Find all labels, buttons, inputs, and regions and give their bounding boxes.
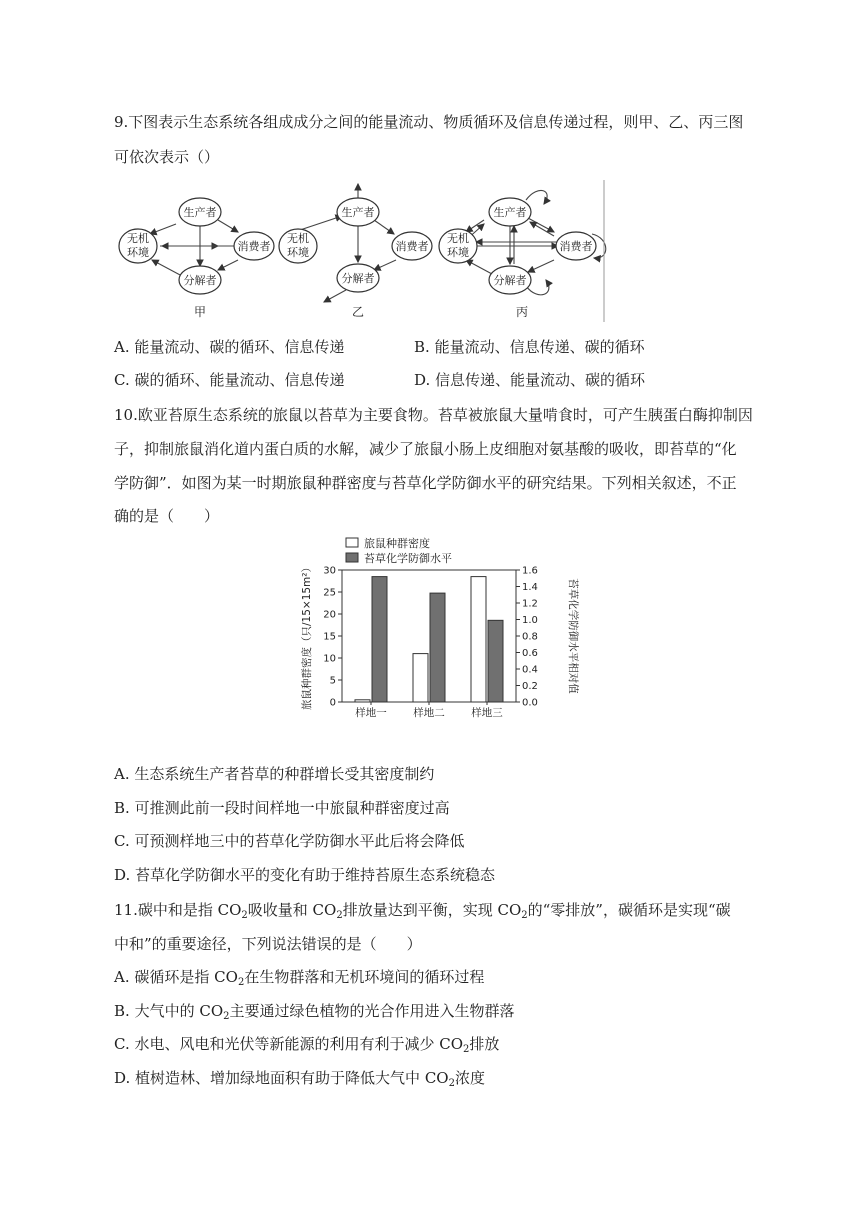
y-right-tick-label: 0.6 — [522, 648, 538, 659]
bing-inorganic-1: 无机 — [447, 232, 469, 245]
q11-option-a: A. 碳循环是指 $CO_2$在生物群落和无机环境间的循环过程 — [114, 968, 485, 988]
q10-stem-line2: 子，抑制旅鼠消化道内蛋白质的水解，减少了旅鼠小肠上皮细胞对氨基酸的吸收，即苔草的“化 — [114, 440, 737, 458]
q10-option-c: C. 可预测样地三中的苔草化学防御水平此后将会降低 — [114, 832, 465, 850]
legend-label-defense: 苔草化学防御水平 — [364, 552, 452, 565]
bing-consumer: 消费者 — [559, 240, 593, 253]
q9-option-c: C. 碳的循环、能量流动、信息传递 — [114, 371, 345, 389]
legend-swatch-defense — [346, 553, 358, 562]
q11-option-b: B. 大气中的 $CO_2$主要通过绿色植物的光合作用进入生物群落 — [114, 1002, 515, 1022]
jia-inorganic-1: 无机 — [127, 232, 149, 245]
bing-inorganic-2: 环境 — [447, 246, 469, 259]
jia-consumer: 消费者 — [237, 240, 271, 253]
jia-decomposer: 分解者 — [183, 274, 217, 287]
y-axis-right-title: 苔草化学防御水平相对值 — [567, 578, 579, 694]
q11-option-c: C. 水电、风电和光伏等新能源的利用有利于减少 $CO_2$排放 — [114, 1035, 500, 1055]
bar-defense — [372, 577, 387, 702]
label-yi: 乙 — [351, 305, 365, 319]
jia-inorganic-2: 环境 — [127, 246, 149, 259]
bar-density — [471, 577, 486, 702]
bing-producer: 生产者 — [493, 206, 527, 219]
q11-stem-line2: 中和”的重要途径，下列说法错误的是（ ） — [114, 935, 422, 953]
bar-defense — [430, 593, 445, 702]
y-left-tick-label: 0 — [329, 697, 336, 709]
q9-option-b: B. 能量流动、信息传递、碳的循环 — [414, 338, 645, 356]
q10-stem-line4: 确的是（ ） — [114, 507, 220, 525]
yi-decomposer: 分解者 — [341, 272, 375, 285]
y-left-tick-label: 5 — [329, 675, 336, 687]
y-right-tick-label: 0.2 — [522, 681, 538, 692]
q10-stem-line3: 学防御”．如图为某一时期旅鼠种群密度与苔草化学防御水平的研究结果。下列相关叙述，不正 — [114, 474, 737, 492]
yi-producer: 生产者 — [341, 206, 375, 219]
y-left-tick-label: 10 — [323, 653, 336, 665]
bar-density — [413, 654, 428, 702]
q10-option-d: D. 苔草化学防御水平的变化有助于维持苔原生态系统稳态 — [114, 866, 496, 884]
rodent-defense-bar-chart — [296, 536, 586, 722]
label-jia: 甲 — [193, 305, 207, 319]
bar-density — [355, 700, 370, 702]
q10-option-a: A. 生态系统生产者苔草的种群增长受其密度制约 — [114, 765, 435, 783]
q11-stem-line1: 11.碳中和是指 $CO_2$吸收量和 $CO_2$排放量达到平衡，实现 $CO_2$的“零排放”，碳循环是实现“碳 — [114, 901, 731, 921]
y-right-tick-label: 1.6 — [522, 565, 538, 577]
yi-consumer: 消费者 — [395, 240, 429, 253]
y-right-tick-label: 1.4 — [522, 582, 538, 593]
x-tick-label: 样地一 — [355, 707, 387, 719]
q9-option-d: D. 信息传递、能量流动、碳的循环 — [414, 371, 646, 389]
yi-inorganic-1: 无机 — [287, 232, 309, 245]
ecosystem-diagrams — [118, 176, 618, 326]
q10-stem-line1: 10.欧亚苔原生态系统的旅鼠以苔草为主要食物。苔草被旅鼠大量啃食时，可产生胰蛋白酶抑制因 — [114, 406, 753, 424]
x-tick-label: 样地三 — [471, 707, 503, 719]
label-bing: 丙 — [515, 305, 529, 319]
y-right-tick-label: 0.4 — [522, 664, 538, 676]
y-left-tick-label: 25 — [323, 587, 336, 599]
q9-stem-line1: 9.下图表示生态系统各组成成分之间的能量流动、物质循环及信息传递过程，则甲、乙、丙三图 — [114, 113, 744, 131]
y-right-tick-label: 0.8 — [522, 631, 538, 643]
q10-option-b: B. 可推测此前一段时间样地一中旅鼠种群密度过高 — [114, 799, 450, 817]
y-right-tick-label: 1.2 — [522, 598, 538, 610]
jia-producer: 生产者 — [183, 206, 217, 219]
q9-stem-line2: 可依次表示（） — [114, 148, 220, 166]
y-left-tick-label: 15 — [323, 631, 336, 643]
q11-option-d: D. 植树造林、增加绿地面积有助于降低大气中 $CO_2$浓度 — [114, 1069, 485, 1089]
bing-decomposer: 分解者 — [493, 274, 527, 287]
yi-inorganic-2: 环境 — [287, 246, 309, 259]
q9-option-a: A. 能量流动、碳的循环、信息传递 — [114, 338, 345, 356]
bar-defense — [488, 620, 503, 702]
legend-label-density: 旅鼠种群密度 — [364, 537, 430, 550]
y-axis-left-title: 旅鼠种群密度（只/15×15m²） — [301, 562, 313, 710]
y-left-tick-label: 30 — [323, 565, 336, 577]
y-right-tick-label: 0.0 — [522, 697, 538, 709]
x-tick-label: 样地二 — [413, 707, 445, 719]
y-right-tick-label: 1.0 — [522, 615, 538, 626]
y-left-tick-label: 20 — [323, 609, 336, 621]
legend-swatch-density — [346, 538, 358, 547]
